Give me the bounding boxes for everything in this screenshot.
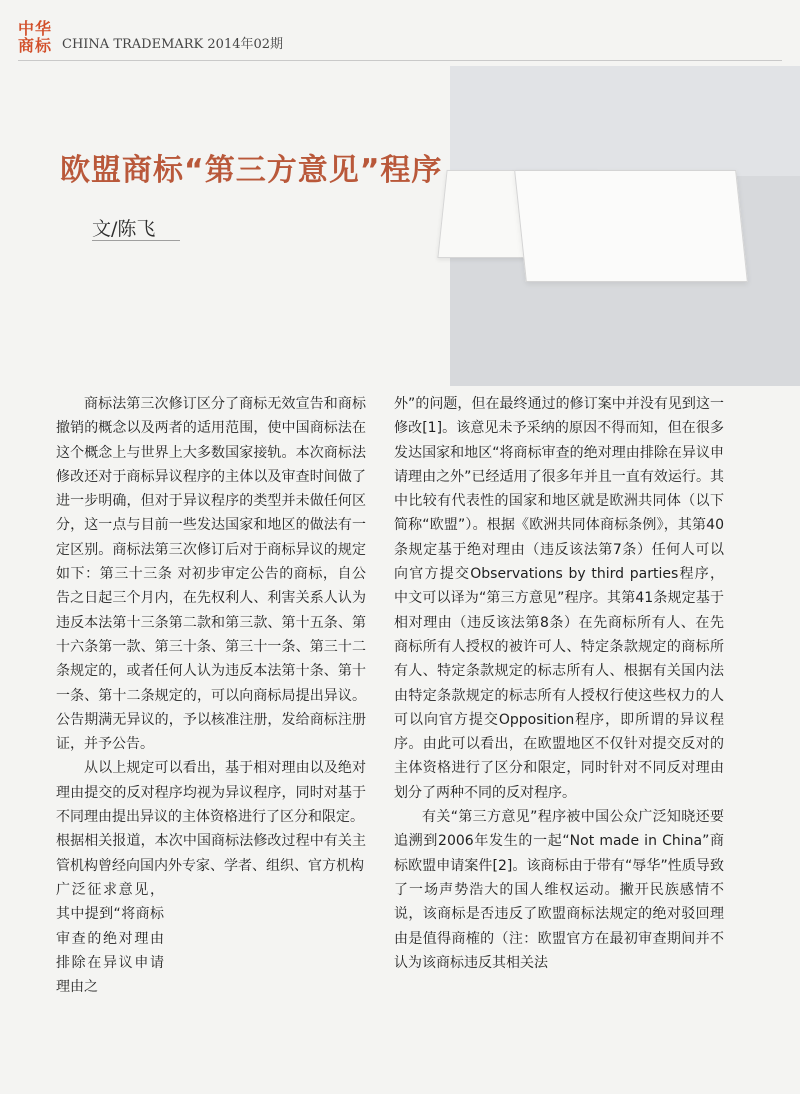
- left-paragraph-2: 从以上规定可以看出，基于相对理由以及绝对理由提交的反对程序均视为异议程序，同时对基于不同理由提出异议的主体资格进行了区分和限定。: [56, 760, 366, 826]
- air-conditioner-image-right: [514, 170, 748, 282]
- right-paragraph-2: 有关“第三方意见”程序被中国公众广泛知晓还要追溯到2006年发生的一起“Not made in China”商标欧盟申请案件[2]。该商标由于带有“辱华”性质导致了一场声势浩大的国人维权运动。撇开民族感情不说，该商标是否违反了欧盟商标法规定的绝对驳回理由是值得商榷的（注：欧盟官方在最初审查期间并不认为该商标违反其相关法: [394, 809, 724, 971]
- journal-logo: [18, 20, 60, 58]
- author-byline: 文/陈飞: [92, 218, 156, 240]
- left-paragraph-3: 根据相关报道，本次中国商标法修改过程中有关主管机构曾经向国内外专家、学者、组织、官方机构: [56, 833, 366, 874]
- right-column: [394, 392, 724, 975]
- right-paragraph-1: 外”的问题，但在最终通过的修订案中并没有见到这一修改[1]。该意见未予采纳的原因不得而知，但在很多发达国家和地区“将商标审查的绝对理由排除在异议申请理由之外”已经适用了很多年并且一直有效运行。其中比较有代表性的国家和地区就是欧洲共同体（以下简称“欧盟”）。根据《欧洲共同体商标条例》，其第40条规定基于绝对理由（违反该法第7条）任何人可以向官方提交Observations by third parties程序，中文可以译为“第三方意见”程序。其第41条规定基于相对理由（违反该法第8条）在先商标所有人、在先商标所有人授权的被许可人、特定条款规定的商标所有人、特定条款规定的标志所有人、根据有关国内法由特定条款规定的标志所有人授权行使这些权力的人可以向官方提交Opposition程序，即所谓的异议程序。由此可以看出，在欧盟地区不仅针对提交反对的主体资格进行了区分和限定，同时针对不同反对理由划分了两种不同的反对程序。: [394, 396, 724, 801]
- page-header: [18, 18, 782, 61]
- logo-bottom-text: 商标: [18, 36, 53, 55]
- article-title: 欧盟商标“第三方意见”程序: [60, 153, 443, 188]
- left-column: [56, 392, 366, 999]
- left-paragraph-1: 商标法第三次修订区分了商标无效宣告和商标撤销的概念以及两者的适用范围，使中国商标法在这个概念上与世界上大多数国家接轨。本次商标法修改还对于商标异议程序的主体以及审查时间做了进一步明确，但对于异议程序的类型并未做任何区分，这一点与目前一些发达国家和地区的做法有一定区别。商标法第三次修订后对于商标异议的规定如下：第三十三条 对初步审定公告的商标，自公告之日起三个月内，在先权利人、利害关系人认为违反本法第十三条第二款和第三款、第十五条、第十六条第一款、第三十条、第三十一条、第三十二条规定的，或者任何人认为违反本法第十条、第十一条、第十二条规定的，可以向商标局提出异议。公告期满无异议的，予以核准注册，发给商标注册证，并予公告。: [56, 396, 366, 753]
- logo-top-text: 中华: [18, 19, 53, 38]
- background-photo-top: [450, 66, 800, 176]
- journal-title: CHINA TRADEMARK 2014年02期: [62, 37, 284, 52]
- left-paragraph-3-tail: 广泛征求意见，其中提到“将商标审查的绝对理由排除在异议申请理由之: [56, 881, 164, 996]
